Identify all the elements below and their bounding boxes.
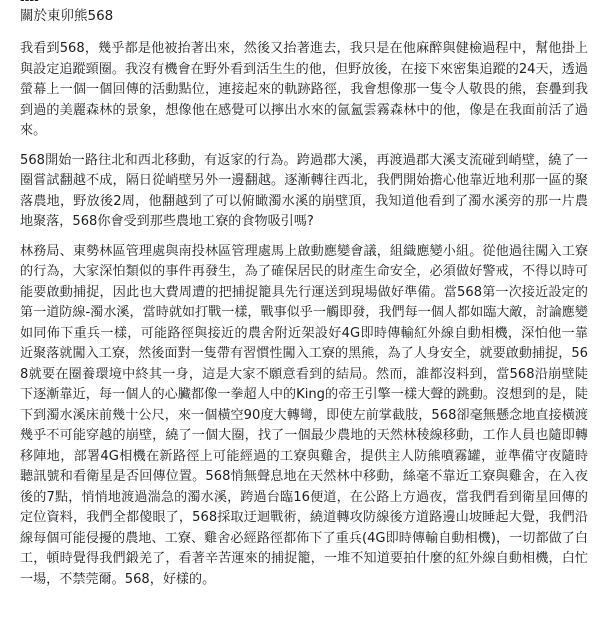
paragraph-2: 568開始一路往北和西北移動，有返家的行為。跨過郡大溪，再渡過郡大溪支流碰到峭壁，繞了一圈嘗試翻越不成，隔日從峭壁另外一邊翻越。逐漸轉往西北，我們開始擔心他靠近地利那一區的聚落農地，野放後2周，他翻越到了可以俯瞰濁水溪的崩壁頂，我知道他看到了濁水溪旁的那一片農地聚落，568你會受到那些農地工寮的食物吸引嗎? <box>20 152 588 229</box>
paragraph-1: 我看到568，幾乎都是他被抬著出來，然後又抬著進去，我只是在他麻醉與健檢過程中，幫他掛上與設定追蹤頸圈。我沒有機會在野外看到活生生的他，但野放後，在接下來密集追蹤的24天，透過螢幕上一個一個回傳的活動點位，連接起來的軌跡路徑，我會想像那一隻令人敬畏的熊，套疊到我到過的美麗森林的景象，想像他在感覺可以擰出水來的氤氳雲霧森林中的他，像是在我面前活了過來。 <box>20 41 588 138</box>
post-title: 關於東卯熊568 <box>20 8 114 24</box>
paragraph-3: 林務局、東勢林區管理處與南投林區管理處馬上啟動應變會議，組織應變小組。從他過往闖入工寮的行為，大家深怕類似的事件再發生，為了確保居民的財產生命安全，必須做好警戒，不得以時可能要啟動捕捉，因此也大費周遭的把捕捉籠具先行運送到現場做好準備。當568第一次接近設定的第一道防線-濁水溪，當時就如打戰一樣，戰事似乎一觸即發，我們每一個人都如臨大敵，討論應變如同佈下重兵一樣，可能路徑與接近的農舍附近架設好4G即時傳輸紅外線自動相機，深怕他一靠近聚落就闖入工寮，然後面對一隻帶有習慣性闖入工寮的黑熊，為了人身安全，就要啟動捕捉，568就要在圈養環境中終其一身，這是大家不願意看到的結局。然而，誰都沒料到，當568沿崩壁陡下逐漸靠近，每一個人的心臟都像一拳超人中的King的帝王引擎一樣大聲的跳動。沒想到的是，陡下到濁水溪床前幾十公尺，來一個橫空90度大轉彎，即使左前掌截肢，568卻毫無懸念地直接橫渡幾乎不可能穿越的崩壁，繞了一個大圈，找了一個最少農地的天然林稜線移動，工作人員也隨即轉移陣地，部署4G相機在新路徑上可能經過的工寮與雞舍，提供主人防熊噴霧罐，並準備守夜隨時聽訊號和看衛星是否回傳位置。568悄無聲息地在天然林中移動，絲毫不靠近工寮與雞舍，在入夜後的7點，悄悄地渡過湍急的濁水溪，跨過台臨16便道，在公路上方過夜，當我們看到衛星回傳的定位資料，我們全都傻眼了，568採取迂迴戰術，繞道轉攻防線後方道路邊山坡睡起大覺，我們沿線每個可能侵擾的農地、工寮、雞舍必經路徑都佈下了重兵(4G即時傳輸自動相機)，一切都做了白工，頓時覺得我們鍛羌了，看著辛苦運來的捕捉籠，一堆不知道要拍什麼的紅外線自動相機，白忙一場，不禁莞爾。568，好樣的。 <box>20 243 588 587</box>
separator-line <box>20 0 588 1</box>
